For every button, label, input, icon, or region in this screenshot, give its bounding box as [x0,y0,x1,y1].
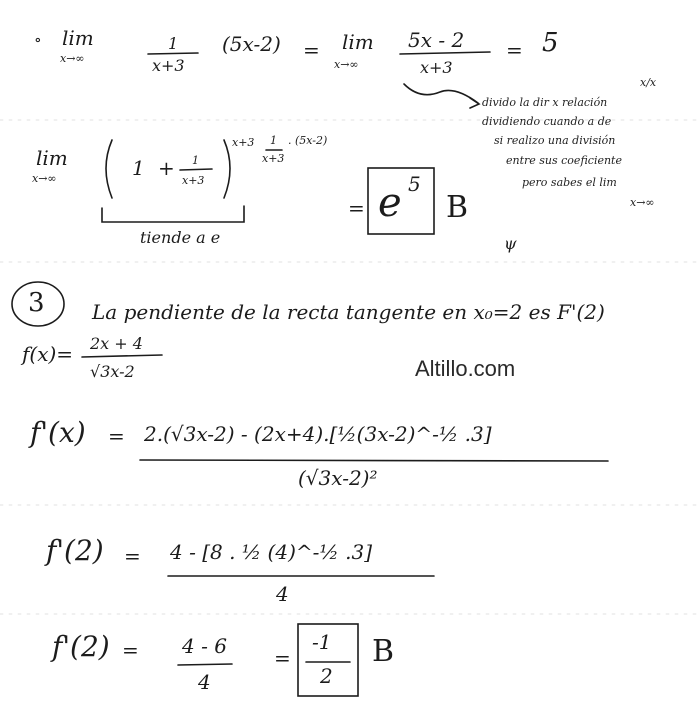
side-note-line: si realizo una división [494,134,616,147]
fraction-numerator: 1 [168,34,179,53]
final-lhs: f'(2) [52,630,110,663]
equals-sign: = [122,638,139,662]
fraction-denominator: x+3 [182,174,205,187]
small-mark: ψ [504,234,517,253]
side-note-line: dividiendo cuando a de [482,115,612,128]
side-note-mark: x/x [640,76,657,89]
evaluation-denominator: 4 [276,582,289,606]
equals-sign: = [108,424,125,448]
fraction-bar [82,355,162,357]
function-label: f(x)= [22,342,74,366]
lim-subscript: x→∞ [334,58,359,71]
problem-number: 3 [28,288,45,318]
exponent-factor: . (5x-2) [288,134,328,147]
factor: (5x-2) [222,32,281,56]
exponent-numerator: 1 [270,134,277,147]
answer-base: e [378,180,402,226]
equals-sign: = [506,38,523,62]
grade-mark: B [446,190,469,225]
bullet: ∘ [34,30,42,49]
fraction-numerator: 2x + 4 [90,334,143,353]
underbrace [102,206,244,222]
plus-sign: + [158,156,175,180]
fraction-denominator: √3x-2 [90,362,135,381]
evaluation-lhs: f'(2) [46,534,104,567]
fraction-numerator: 1 [192,154,199,167]
derivative-numerator: 2.(√3x-2) - (2x+4).[½(3x-2)^-½ .3] [144,422,492,446]
equals-sign: = [303,38,320,62]
side-note-line: x→∞ [630,196,655,209]
side-note-line: entre sus coeficiente [506,154,622,167]
watermark: Altillo.com [415,356,516,381]
left-paren [106,140,112,198]
equals-sign: = [124,544,141,568]
note-arrow-head [470,98,479,108]
final-answer-denominator: 2 [320,664,333,688]
final-answer-numerator: -1 [312,630,332,654]
fraction-bar [178,664,232,665]
right-paren [224,140,230,198]
fraction-denominator: x+3 [152,56,185,75]
fraction-denominator: x+3 [420,58,453,77]
side-note-line: pero sabes el lim [522,176,617,189]
final-grade-mark: B [372,634,395,669]
answer-exponent: 5 [408,172,421,196]
derivative-lhs: f'(x) [30,416,86,449]
term-one: 1 [132,156,145,180]
derivative-denominator: (√3x-2)² [298,466,378,490]
lim-operator: lim [342,30,374,54]
lim-subscript: x→∞ [60,52,85,65]
exponent-denominator: x+3 [262,152,285,165]
final-denominator: 4 [198,670,211,694]
fraction-bar [140,460,608,461]
fraction-bar [148,53,198,54]
equals-sign: = [348,196,365,220]
fraction-bar [400,52,490,54]
fraction-numerator: 5x - 2 [408,28,465,52]
problem-statement: La pendiente de la recta tangente en x₀=2 es F'(2) [92,300,605,324]
note-arrow [404,84,478,103]
lim-operator: lim [36,146,68,170]
lim-operator: lim [62,26,94,50]
lim-subscript: x→∞ [32,172,57,185]
exponent: x+3 [232,136,255,149]
fraction-bar [180,169,212,170]
limit-result: 5 [542,28,559,58]
final-numerator: 4 - 6 [182,634,227,658]
equals-sign: = [274,646,291,670]
side-note-line: divido la dir x relación [482,96,608,109]
underbrace-label: tiende a e [140,228,221,247]
evaluation-numerator: 4 - [8 . ½ (4)^-½ .3] [170,540,373,564]
